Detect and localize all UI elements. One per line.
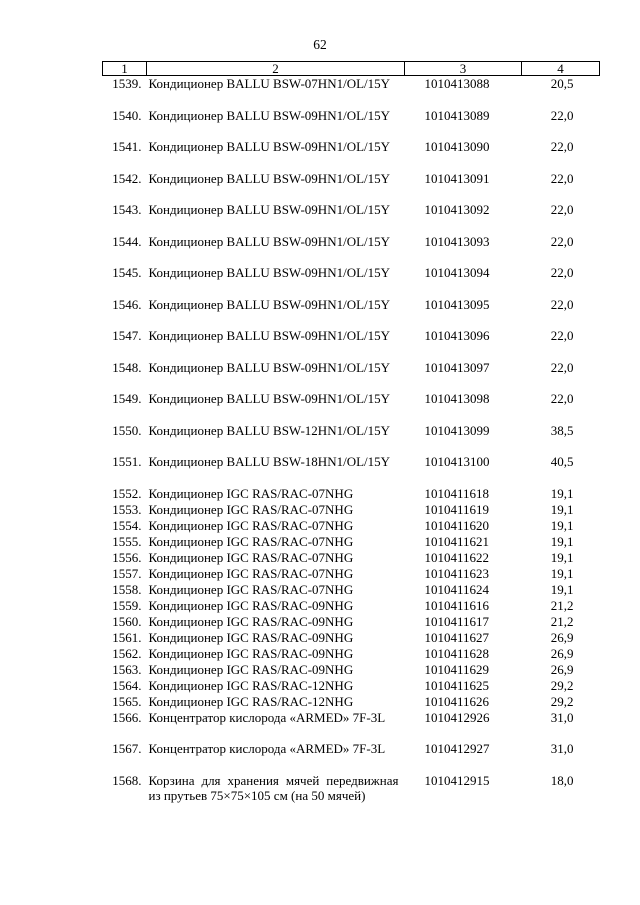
table-row xyxy=(103,423,600,455)
inventory-code: 1010413090 xyxy=(424,139,490,154)
inventory-code: 1010413092 xyxy=(424,202,490,217)
inventory-code: 1010411624 xyxy=(424,581,490,597)
item-name: Кондиционер IGC RAS/RAC-09NHG xyxy=(148,661,354,677)
row-number: 1539. xyxy=(112,76,142,91)
row-number: 1553. xyxy=(112,501,142,517)
item-name: Кондиционер BALLU BSW-09HN1/OL/15Y xyxy=(148,265,391,280)
row-number: 1559. xyxy=(112,597,142,613)
column-header-2: 2 xyxy=(147,62,405,76)
row-number: 1552. xyxy=(112,485,142,501)
table-row xyxy=(103,391,600,423)
inventory-code: 1010413099 xyxy=(424,422,490,438)
row-number: 1561. xyxy=(112,629,142,645)
item-name: Кондиционер IGC RAS/RAC-07NHG xyxy=(148,485,354,501)
table-row xyxy=(103,265,600,297)
inventory-code: 1010411620 xyxy=(424,517,490,533)
page-number: 62 xyxy=(313,37,327,52)
table-row xyxy=(103,360,600,392)
item-name: Кондиционер IGC RAS/RAC-09NHG xyxy=(148,629,354,645)
item-value: 19,1 xyxy=(550,549,574,565)
item-value: 22,0 xyxy=(550,296,574,312)
item-name: Кондиционер BALLU BSW-09HN1/OL/15Y xyxy=(148,328,391,343)
item-value: 22,0 xyxy=(550,328,574,343)
item-name: Концентратор кислорода «ARMED» 7F-3L xyxy=(148,709,386,725)
item-value: 19,1 xyxy=(550,565,574,581)
table-row xyxy=(103,171,600,203)
item-name: Кондиционер BALLU BSW-18HN1/OL/15Y xyxy=(148,454,391,469)
item-value: 19,1 xyxy=(550,517,574,533)
inventory-code: 1010411619 xyxy=(424,501,490,517)
item-value: 38,5 xyxy=(550,422,574,438)
inventory-code: 1010413094 xyxy=(424,265,490,280)
table-row xyxy=(103,741,600,773)
inventory-code: 1010411621 xyxy=(424,533,490,549)
table-row xyxy=(103,297,600,329)
item-value: 18,0 xyxy=(550,772,574,788)
item-value: 22,0 xyxy=(550,391,574,406)
item-name: Кондиционер IGC RAS/RAC-07NHG xyxy=(148,517,354,533)
item-value: 19,1 xyxy=(550,485,574,501)
item-name: Кондиционер IGC RAS/RAC-07NHG xyxy=(148,549,354,565)
item-name: Кондиционер BALLU BSW-09HN1/OL/15Y xyxy=(148,233,391,249)
row-number: 1541. xyxy=(112,139,142,154)
inventory-code: 1010411629 xyxy=(424,661,490,677)
table-row xyxy=(103,328,600,360)
inventory-code: 1010411626 xyxy=(424,693,490,709)
row-number: 1568. xyxy=(112,772,142,788)
row-number: 1556. xyxy=(112,549,142,565)
item-name: Кондиционер BALLU BSW-09HN1/OL/15Y xyxy=(148,170,391,186)
item-name: Кондиционер IGC RAS/RAC-07NHG xyxy=(148,565,354,581)
inventory-code: 1010411625 xyxy=(424,677,490,693)
row-number: 1555. xyxy=(112,533,142,549)
inventory-code: 1010412915 xyxy=(424,772,490,788)
row-number: 1560. xyxy=(112,613,142,629)
item-name: Кондиционер BALLU BSW-09HN1/OL/15Y xyxy=(148,107,391,123)
table-header-row xyxy=(103,62,600,76)
item-name: Кондиционер BALLU BSW-09HN1/OL/15Y xyxy=(148,359,391,375)
table-row xyxy=(103,566,600,582)
inventory-code: 1010411618 xyxy=(424,485,490,501)
item-value: 22,0 xyxy=(550,170,574,186)
item-name: Кондиционер BALLU BSW-09HN1/OL/15Y xyxy=(148,202,391,217)
table-row xyxy=(103,139,600,171)
row-number: 1544. xyxy=(112,233,142,249)
column-header-3: 3 xyxy=(405,62,522,76)
table-row xyxy=(103,630,600,646)
item-value: 31,0 xyxy=(550,741,574,756)
row-number: 1563. xyxy=(112,661,142,677)
inventory-code: 1010412926 xyxy=(424,709,490,725)
item-value: 29,2 xyxy=(550,693,574,709)
item-name: Кондиционер BALLU BSW-07HN1/OL/15Y xyxy=(148,76,391,91)
item-value: 29,2 xyxy=(550,677,574,693)
table-row xyxy=(103,550,600,566)
item-name: Кондиционер IGC RAS/RAC-12NHG xyxy=(148,677,354,693)
row-number: 1554. xyxy=(112,517,142,533)
item-value: 20,5 xyxy=(550,76,574,91)
row-number: 1557. xyxy=(112,565,142,581)
row-number: 1540. xyxy=(112,107,142,123)
table-row xyxy=(103,710,600,742)
item-value: 26,9 xyxy=(550,629,574,645)
item-name: Кондиционер IGC RAS/RAC-07NHG xyxy=(148,501,354,517)
item-name: Кондиционер BALLU BSW-09HN1/OL/15Y xyxy=(148,296,391,312)
item-value: 22,0 xyxy=(550,265,574,280)
table-row xyxy=(103,518,600,534)
column-header-4: 4 xyxy=(522,62,600,76)
inventory-table xyxy=(102,61,600,820)
table-row xyxy=(103,454,600,486)
row-number: 1567. xyxy=(112,741,142,756)
column-header-1: 1 xyxy=(103,62,147,76)
table-row xyxy=(103,582,600,598)
item-value: 26,9 xyxy=(550,661,574,677)
row-number: 1548. xyxy=(112,359,142,375)
row-number: 1562. xyxy=(112,645,142,661)
table-row xyxy=(103,202,600,234)
table-body xyxy=(103,76,600,820)
item-name: Корзина для хранения мячей передвижная из прутьев 75×75×105 см (на 50 мячей) xyxy=(148,772,399,803)
item-value: 21,2 xyxy=(550,613,574,629)
row-number: 1565. xyxy=(112,693,142,709)
inventory-code: 1010411627 xyxy=(424,629,490,645)
item-name: Кондиционер BALLU BSW-09HN1/OL/15Y xyxy=(148,391,391,406)
row-number: 1547. xyxy=(112,328,142,343)
item-name: Кондиционер BALLU BSW-12HN1/OL/15Y xyxy=(148,422,391,438)
item-name: Кондиционер BALLU BSW-09HN1/OL/15Y xyxy=(148,139,391,154)
item-name: Кондиционер IGC RAS/RAC-07NHG xyxy=(148,533,354,549)
table-row xyxy=(103,486,600,502)
item-name: Концентратор кислорода «ARMED» 7F-3L xyxy=(148,741,386,756)
inventory-code: 1010413097 xyxy=(424,359,490,375)
inventory-code: 1010411622 xyxy=(424,549,490,565)
item-name: Кондиционер IGC RAS/RAC-07NHG xyxy=(148,581,354,597)
item-value: 21,2 xyxy=(550,597,574,613)
row-number: 1549. xyxy=(112,391,142,406)
row-number: 1551. xyxy=(112,454,142,469)
item-value: 40,5 xyxy=(550,454,574,469)
inventory-code: 1010411623 xyxy=(424,565,490,581)
item-value: 31,0 xyxy=(550,709,574,725)
inventory-code: 1010413095 xyxy=(424,296,490,312)
inventory-code: 1010413100 xyxy=(424,454,490,469)
table-row xyxy=(103,534,600,550)
inventory-code: 1010413089 xyxy=(424,107,490,123)
row-number: 1558. xyxy=(112,581,142,597)
item-value: 22,0 xyxy=(550,139,574,154)
row-number: 1566. xyxy=(112,709,142,725)
inventory-code: 1010412927 xyxy=(424,741,490,756)
row-number: 1564. xyxy=(112,677,142,693)
inventory-code: 1010413093 xyxy=(424,233,490,249)
table-row xyxy=(103,614,600,630)
item-name: Кондиционер IGC RAS/RAC-09NHG xyxy=(148,597,354,613)
row-number: 1543. xyxy=(112,202,142,217)
row-number: 1545. xyxy=(112,265,142,280)
item-name: Кондиционер IGC RAS/RAC-12NHG xyxy=(148,693,354,709)
item-value: 22,0 xyxy=(550,202,574,217)
item-value: 22,0 xyxy=(550,233,574,249)
table-row xyxy=(103,108,600,140)
item-name: Кондиционер IGC RAS/RAC-09NHG xyxy=(148,613,354,629)
inventory-code: 1010413091 xyxy=(424,170,490,186)
item-value: 19,1 xyxy=(550,533,574,549)
item-value: 19,1 xyxy=(550,501,574,517)
table-row xyxy=(103,76,600,108)
inventory-code: 1010413098 xyxy=(424,391,490,406)
table-row xyxy=(103,662,600,678)
table-row xyxy=(103,678,600,694)
table-row xyxy=(103,502,600,518)
table-row xyxy=(103,646,600,662)
inventory-code: 1010411628 xyxy=(424,645,490,661)
inventory-code: 1010413096 xyxy=(424,328,490,343)
item-value: 22,0 xyxy=(550,107,574,123)
table-row xyxy=(103,773,600,820)
inventory-code: 1010411617 xyxy=(424,613,490,629)
table-row xyxy=(103,694,600,710)
inventory-code: 1010413088 xyxy=(424,76,490,91)
row-number: 1546. xyxy=(112,296,142,312)
row-number: 1550. xyxy=(112,422,142,438)
item-name: Кондиционер IGC RAS/RAC-09NHG xyxy=(148,645,354,661)
table-row xyxy=(103,598,600,614)
item-value: 19,1 xyxy=(550,581,574,597)
inventory-code: 1010411616 xyxy=(424,597,490,613)
row-number: 1542. xyxy=(112,170,142,186)
item-value: 26,9 xyxy=(550,645,574,661)
item-value: 22,0 xyxy=(550,359,574,375)
table-row xyxy=(103,234,600,266)
